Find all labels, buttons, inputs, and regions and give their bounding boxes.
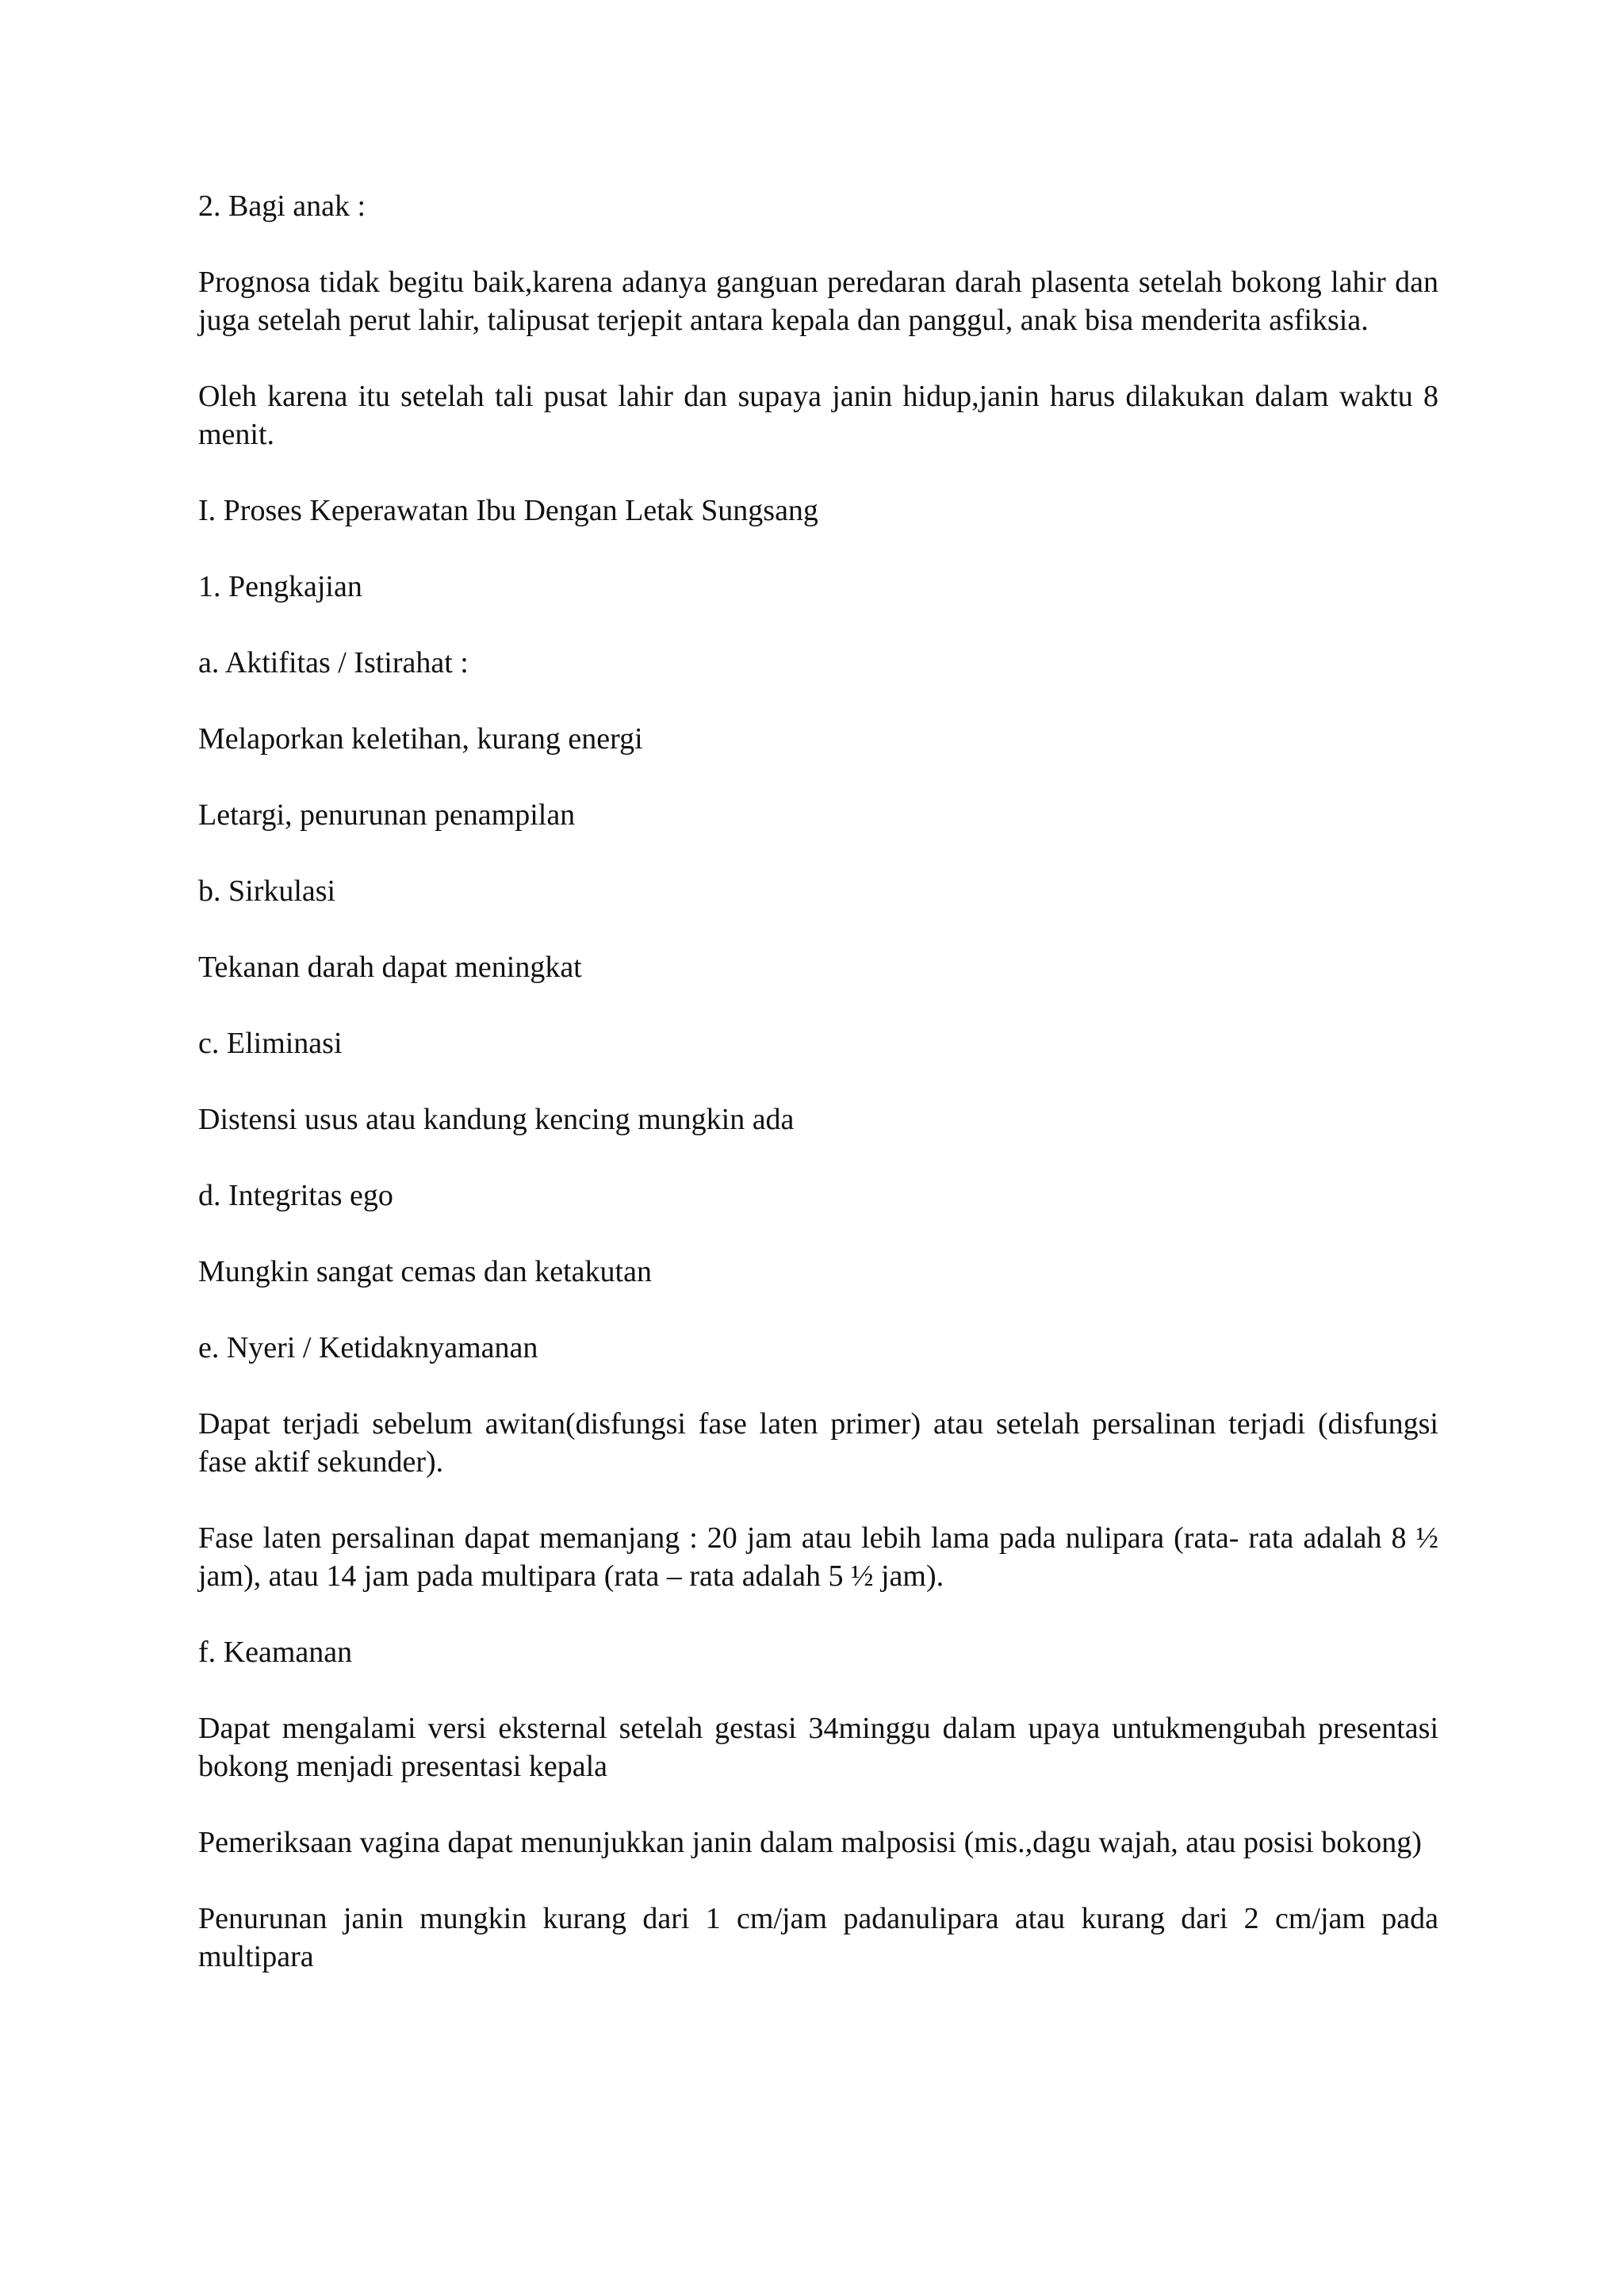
subheading-aktifitas: a. Aktifitas / Istirahat : <box>198 646 469 679</box>
paragraph-tali-pusat: Oleh karena itu setelah tali pusat lahir dan supaya janin hidup,janin harus dilakukan dalam waktu 8 menit. <box>198 380 1438 451</box>
paragraph-cemas: Mungkin sangat cemas dan ketakutan <box>198 1255 652 1288</box>
subheading-nyeri: e. Nyeri / Ketidaknyamanan <box>198 1331 538 1364</box>
paragraph-fase-laten: Fase laten persalinan dapat memanjang : 20 jam atau lebih lama pada nulipara (rata- rata adalah 8 ½ jam), atau 14 jam pada multipara (rata – rata adalah 5 ½ jam). <box>198 1521 1438 1593</box>
section-heading-proses-keperawatan: I. Proses Keperawatan Ibu Dengan Letak Sungsang <box>198 494 818 527</box>
subheading-eliminasi: c. Eliminasi <box>198 1027 343 1060</box>
paragraph-keletihan: Melaporkan keletihan, kurang energi <box>198 722 643 756</box>
paragraph-prognosa: Prognosa tidak begitu baik,karena adanya ganguan peredaran darah plasenta setelah bokong lahir dan juga setelah perut lahir, talipusat terjepit antara kepala dan panggul, anak bisa menderita asfiksia. <box>198 266 1438 337</box>
subheading-sirkulasi: b. Sirkulasi <box>198 874 336 908</box>
paragraph-distensi: Distensi usus atau kandung kencing mungkin ada <box>198 1103 795 1136</box>
paragraph-awitan: Dapat terjadi sebelum awitan(disfungsi fase laten primer) atau setelah persalinan terjadi (disfungsi fase aktif sekunder). <box>198 1407 1438 1479</box>
section-heading-pengkajian: 1. Pengkajian <box>198 570 362 603</box>
paragraph-letargi: Letargi, penurunan penampilan <box>198 798 576 832</box>
section-heading-bagi-anak: 2. Bagi anak : <box>198 189 366 223</box>
paragraph-pemeriksaan-vagina: Pemeriksaan vagina dapat menunjukkan janin dalam malposisi (mis.,dagu wajah, atau posisi bokong) <box>198 1826 1422 1859</box>
subheading-keamanan: f. Keamanan <box>198 1636 353 1669</box>
document-body <box>198 187 1438 2014</box>
paragraph-versi-eksternal: Dapat mengalami versi eksternal setelah gestasi 34minggu dalam upaya untukmengubah presentasi bokong menjadi presentasi kepala <box>198 1712 1438 1783</box>
paragraph-penurunan-janin: Penurunan janin mungkin kurang dari 1 cm/jam padanulipara atau kurang dari 2 cm/jam pada multipara <box>198 1902 1438 1973</box>
subheading-integritas-ego: d. Integritas ego <box>198 1179 393 1212</box>
paragraph-tekanan-darah: Tekanan darah dapat meningkat <box>198 951 582 984</box>
